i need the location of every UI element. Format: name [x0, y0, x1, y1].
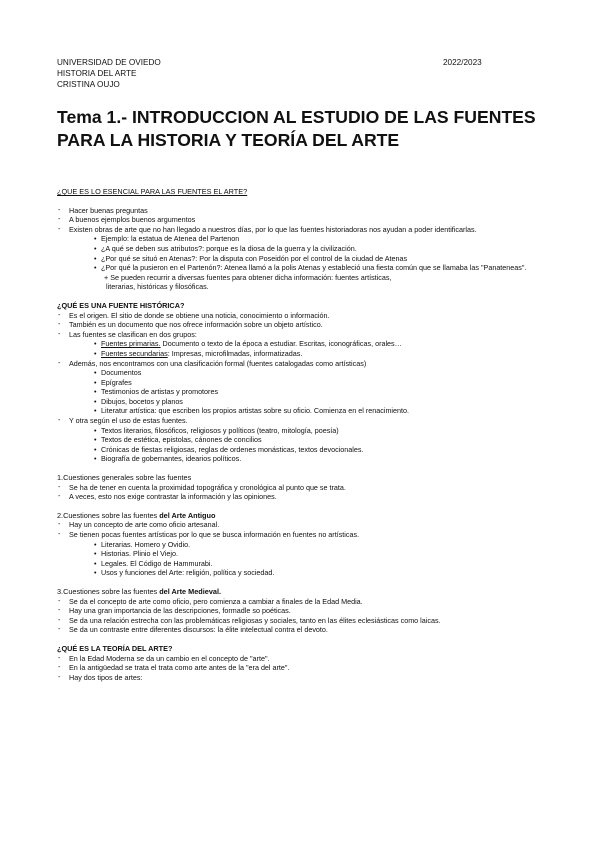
- list-item: • ¿Por qué la pusieron en el Partenón?: Atenea llamó a la polis Atenas y estableció una fiesta común que se llamaba las "Panateneas".: [94, 263, 557, 273]
- section-heading-teoria-arte: ¿QUÉ ES LA TEORÍA DEL ARTE?: [57, 643, 173, 653]
- list-item: • Ejemplo: la estatua de Atenea del Partenon: [94, 234, 557, 244]
- esencial-sublist: [57, 234, 557, 272]
- list-item: • ¿A qué se deben sus atributos?: porque es la diosa de la guerra y la civilización.: [94, 244, 557, 254]
- list-item: - En la antigüedad se trata el trata como arte antes de la "era del arte".: [57, 663, 557, 673]
- list-item: - Es el origen. El sitio de donde se obtiene una noticia, conocimiento o información.: [57, 311, 557, 321]
- list-item: - Se da una relación estrecha con las problemáticas religiosas y sociales, tanto en las élites eclesiásticas como laicas.: [57, 616, 557, 626]
- heading-prefix: 2.Cuestiones sobre las fuentes: [57, 510, 160, 520]
- academic-year: 2022/2023: [443, 58, 482, 67]
- list-item: - Además, nos encontramos con una clasificación formal (fuentes catalogadas como artísticas): [57, 359, 557, 369]
- grupos-sublist: [57, 339, 557, 358]
- primarias-text: Documento o texto de la época a estudiar. Escritas, iconográficas, orales…: [160, 339, 402, 349]
- list-item: • Textos literarios, filosóficos, religiosos y políticos (teatro, mitología, poesía): [94, 426, 557, 436]
- clasificacion-list: [57, 359, 557, 369]
- arte-antiguo-sublist: [57, 540, 557, 578]
- note-line: + Se pueden recurrir a diversas fuentes para obtener dicha información: fuentes artísticas,: [104, 272, 392, 282]
- list-item: • Usos y funciones del Arte: religión, política y sociedad.: [94, 568, 557, 578]
- course-name: HISTORIA DEL ARTE: [57, 69, 137, 78]
- list-item: • Historias. Plinio el Viejo.: [94, 549, 557, 559]
- list-item: • Textos de estética, epistolas, cánones de concilios: [94, 435, 557, 445]
- list-item: [94, 339, 557, 349]
- section-heading-esencial: ¿QUE ES LO ESENCIAL PARA LAS FUENTES EL ARTE?: [57, 187, 248, 196]
- list-item: - Y otra según el uso de estas fuentes.: [57, 416, 557, 426]
- university-name: UNIVERSIDAD DE OVIEDO: [57, 58, 161, 67]
- list-item: - En la Edad Moderna se da un cambio en el concepto de "arte".: [57, 654, 557, 664]
- list-item: - También es un documento que nos ofrece información sobre un objeto artístico.: [57, 320, 557, 330]
- list-item: • Epígrafes: [94, 378, 557, 388]
- heading-emphasis: del Arte Antiguo: [159, 510, 216, 520]
- list-item: - Se ha de tener en cuenta la proximidad topográfica y cronológica al punto que se trata.: [57, 483, 557, 493]
- arte-antiguo-list: [57, 520, 557, 539]
- list-item: - A buenos ejemplos buenos argumentos: [57, 215, 557, 225]
- list-item: • ¿Por qué se situó en Atenas?: Por la disputa con Poseidón por el control de la ciudad de Atenas: [94, 254, 557, 264]
- author-name: CRISTINA OUJO: [57, 80, 120, 89]
- list-item: - Se tienen pocas fuentes artísticas por lo que se busca información en fuentes no artísticas.: [57, 530, 557, 540]
- list-item: - Existen obras de arte que no han llegado a nuestros días, por lo que las fuentes historiadoras nos ayudan a poder identificarlas.: [57, 225, 557, 235]
- list-item: - Hacer buenas preguntas: [57, 206, 557, 216]
- document-header-left: [57, 57, 161, 90]
- uso-sublist: [57, 426, 557, 464]
- list-item: - Hay dos tipos de artes:: [57, 673, 557, 683]
- cuestiones-generales-list: [57, 483, 557, 502]
- teoria-arte-list: [57, 654, 557, 683]
- list-item: - Hay un concepto de arte como oficio artesanal.: [57, 520, 557, 530]
- list-item: • Legales. El Código de Hammurabi.: [94, 559, 557, 569]
- list-item: - Las fuentes se clasifican en dos grupos:: [57, 330, 557, 340]
- list-item: - Se da un contraste entre diferentes discursos: la élite intelectual contra el devoto.: [57, 625, 557, 635]
- formal-sublist: [57, 368, 557, 416]
- note-line: literarias, históricas y filosóficas.: [106, 282, 209, 292]
- esencial-list: [57, 206, 557, 235]
- arte-medieval-list: [57, 597, 557, 635]
- section-heading-cuestiones-generales: 1.Cuestiones generales sobre las fuentes: [57, 473, 192, 483]
- list-item: [94, 349, 557, 359]
- list-item: • Documentos: [94, 368, 557, 378]
- heading-prefix: 3.Cuestiones sobre las fuentes: [57, 586, 160, 596]
- document-body: [57, 187, 557, 682]
- secundarias-label: Fuentes secundarias: [101, 348, 168, 358]
- section-heading-arte-medieval: [57, 587, 557, 597]
- secundarias-text: : Impresas, microfilmadas, informatizadas.: [167, 348, 303, 358]
- uso-list: [57, 416, 557, 426]
- list-item: • Crónicas de fiestas religiosas, reglas de ordenes monásticas, textos devocionales.: [94, 445, 557, 455]
- list-item: • Dibujos, bocetos y planos: [94, 397, 557, 407]
- fuente-historica-list: [57, 311, 557, 340]
- section-heading-fuente-historica: ¿QUÉ ES UNA FUENTE HISTÓRICA?: [57, 300, 185, 310]
- list-item: • Testimonios de artistas y promotores: [94, 387, 557, 397]
- page-title: Tema 1.- INTRODUCCION AL ESTUDIO DE LAS FUENTES PARA LA HISTORIA Y TEORÍA DEL ARTE: [57, 107, 536, 150]
- list-item: - A veces, esto nos exige contrastar la información y las opiniones.: [57, 492, 557, 502]
- list-item: - Hay una gran importancia de las descripciones, formadle so poéticas.: [57, 606, 557, 616]
- list-item: - Se da el concepto de arte como oficio, pero comienza a cambiar a finales de la Edad Media.: [57, 597, 557, 607]
- list-item: • Biografía de gobernantes, idearios políticos.: [94, 454, 557, 464]
- list-item: • Literatur artística: que escriben los propios artistas sobre su oficio. Comienza en el renacimiento.: [94, 406, 557, 416]
- list-item: • Literarias. Homero y Ovidio.: [94, 540, 557, 550]
- heading-emphasis: del Arte Medieval.: [159, 586, 221, 596]
- section-heading-arte-antiguo: [57, 511, 557, 521]
- primarias-label: Fuentes primarias.: [101, 339, 161, 349]
